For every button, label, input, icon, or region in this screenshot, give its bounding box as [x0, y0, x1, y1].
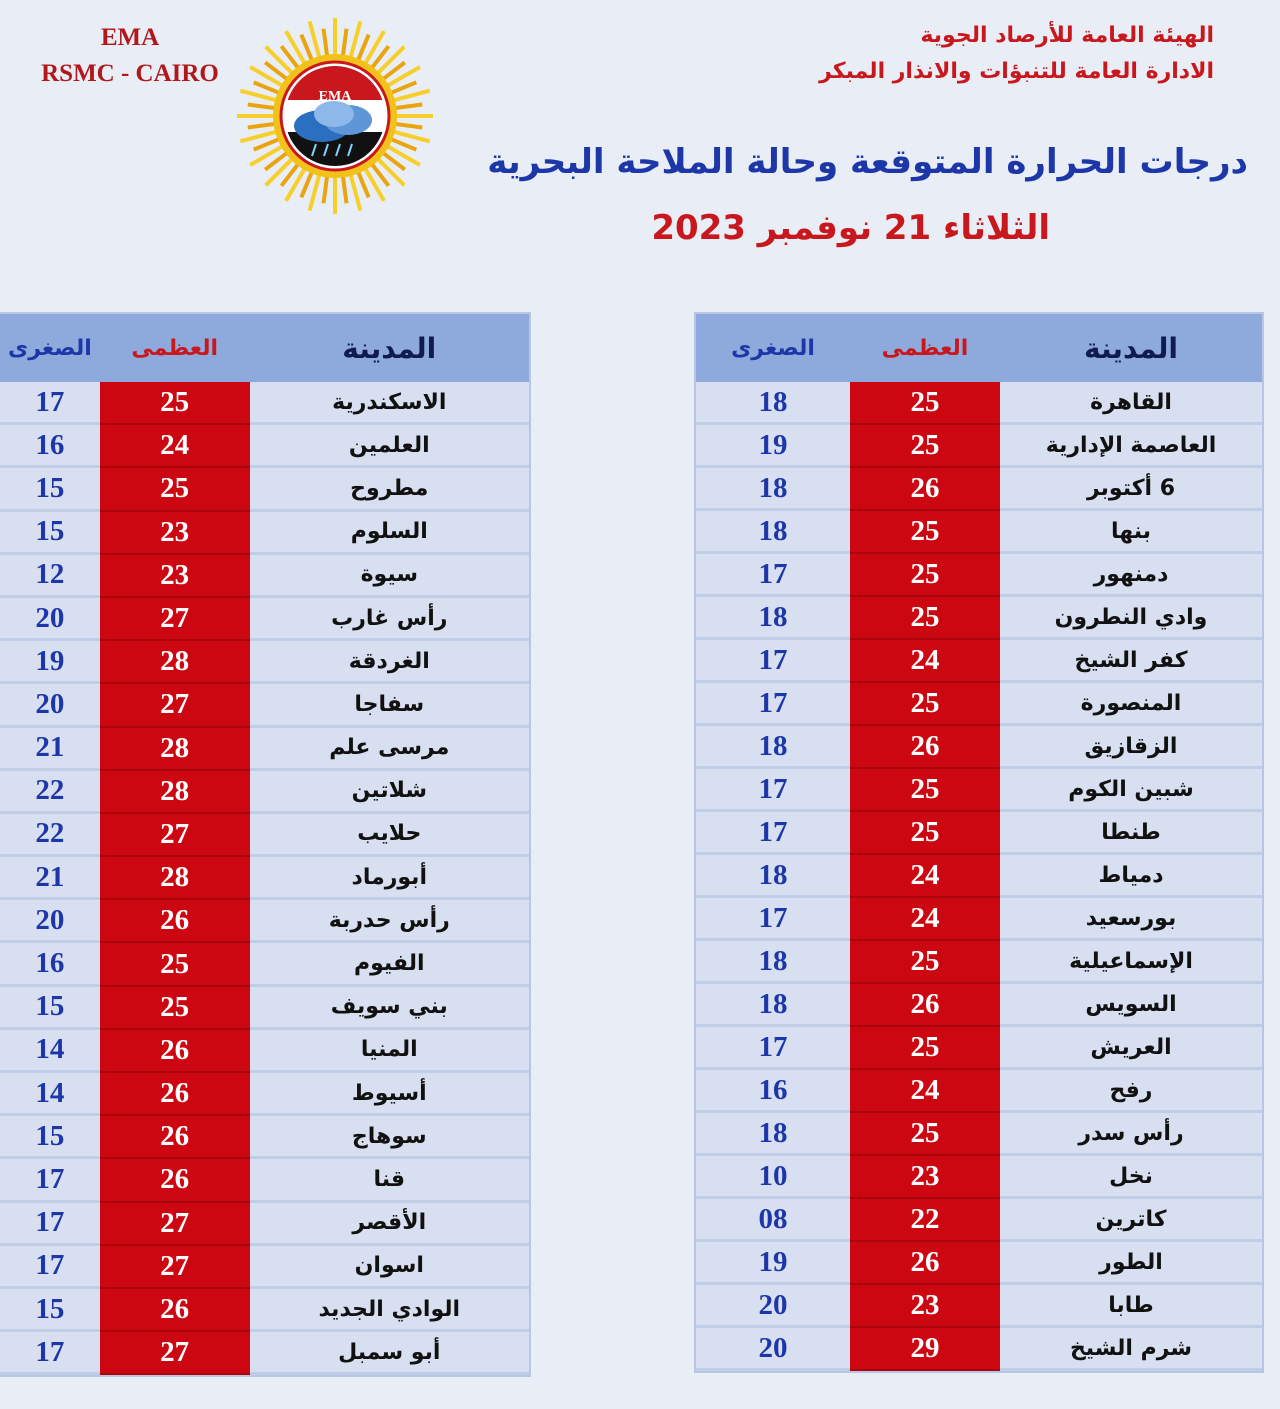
city-cell: العلمين [250, 425, 529, 468]
table-row [0, 857, 529, 900]
table-row [0, 684, 529, 727]
ema-logo-icon [230, 14, 440, 218]
city-cell: أبورماد [250, 857, 529, 900]
min-temp-cell: 19 [0, 641, 100, 684]
city-cell: القاهرة [1000, 382, 1262, 425]
table-row [696, 1113, 1262, 1156]
min-temp-cell: 17 [0, 1246, 100, 1289]
max-temp-cell: 25 [850, 554, 1000, 597]
max-temp-cell: 27 [100, 684, 250, 727]
table-row [0, 728, 529, 771]
table-row [0, 555, 529, 598]
table-row [696, 1285, 1262, 1328]
max-temp-cell: 24 [850, 1070, 1000, 1113]
city-cell: شلاتين [250, 771, 529, 814]
city-cell: الوادي الجديد [250, 1289, 529, 1332]
organization-heading [819, 18, 1214, 90]
max-temp-cell: 27 [100, 814, 250, 857]
city-cell: سوهاج [250, 1116, 529, 1159]
min-temp-cell: 15 [0, 468, 100, 511]
min-temp-cell: 08 [696, 1199, 850, 1242]
city-cell: رأس حدربة [250, 900, 529, 943]
city-cell: رأس غارب [250, 598, 529, 641]
max-temp-cell: 25 [100, 468, 250, 511]
min-temp-cell: 17 [0, 382, 100, 425]
max-temp-cell: 23 [100, 555, 250, 598]
min-temp-cell: 16 [0, 425, 100, 468]
min-temp-cell: 15 [0, 512, 100, 555]
min-temp-cell: 18 [696, 382, 850, 425]
city-cell: طابا [1000, 1285, 1262, 1328]
max-temp-cell: 28 [100, 771, 250, 814]
city-cell: قنا [250, 1159, 529, 1202]
max-temp-cell: 24 [850, 898, 1000, 941]
min-temp-cell: 18 [696, 726, 850, 769]
min-temp-cell: 17 [696, 898, 850, 941]
city-cell: الاسكندرية [250, 382, 529, 425]
max-temp-cell: 26 [100, 900, 250, 943]
table-row [0, 382, 529, 425]
city-cell: الطور [1000, 1242, 1262, 1285]
table-row [696, 726, 1262, 769]
max-temp-cell: 25 [100, 987, 250, 1030]
city-cell: دمياط [1000, 855, 1262, 898]
table-row [696, 941, 1262, 984]
min-column-header: الصغرى [8, 335, 92, 361]
city-cell: بورسعيد [1000, 898, 1262, 941]
min-temp-cell: 20 [696, 1328, 850, 1371]
table-row [696, 1070, 1262, 1113]
max-temp-cell: 25 [850, 425, 1000, 468]
org-name: الهيئة العامة للأرصاد الجوية [920, 23, 1214, 48]
org-department: الادارة العامة للتنبؤات والانذار المبكر [819, 59, 1214, 84]
table-row [0, 1030, 529, 1073]
min-temp-cell: 17 [696, 683, 850, 726]
city-cell: كفر الشيخ [1000, 640, 1262, 683]
max-column-header: العظمى [131, 335, 219, 361]
max-temp-cell: 28 [100, 728, 250, 771]
table-row [696, 769, 1262, 812]
min-temp-cell: 18 [696, 468, 850, 511]
city-cell: الفيوم [250, 943, 529, 986]
min-temp-cell: 17 [0, 1332, 100, 1375]
max-temp-cell: 28 [100, 857, 250, 900]
max-temp-cell: 25 [850, 597, 1000, 640]
city-cell: مطروح [250, 468, 529, 511]
max-temp-cell: 26 [100, 1289, 250, 1332]
table-row [0, 943, 529, 986]
max-temp-cell: 26 [100, 1030, 250, 1073]
table-row [696, 1242, 1262, 1285]
table-row [696, 511, 1262, 554]
min-temp-cell: 17 [0, 1203, 100, 1246]
min-temp-cell: 21 [0, 857, 100, 900]
max-temp-cell: 25 [850, 941, 1000, 984]
ema-label [30, 20, 230, 92]
city-cell: سفاجا [250, 684, 529, 727]
min-column-header: الصغرى [731, 335, 815, 361]
max-temp-cell: 26 [850, 468, 1000, 511]
city-cell: كاترين [1000, 1199, 1262, 1242]
min-temp-cell: 12 [0, 555, 100, 598]
max-temp-cell: 24 [850, 855, 1000, 898]
min-temp-cell: 18 [696, 855, 850, 898]
min-temp-cell: 18 [696, 511, 850, 554]
city-cell: نخل [1000, 1156, 1262, 1199]
max-temp-cell: 26 [100, 1159, 250, 1202]
city-cell: رأس سدر [1000, 1113, 1262, 1156]
min-temp-cell: 16 [696, 1070, 850, 1113]
city-cell: بني سويف [250, 987, 529, 1030]
max-temp-cell: 24 [850, 640, 1000, 683]
min-temp-cell: 16 [0, 943, 100, 986]
city-cell: مرسى علم [250, 728, 529, 771]
min-temp-cell: 20 [696, 1285, 850, 1328]
city-cell: المنصورة [1000, 683, 1262, 726]
max-column-header: العظمى [881, 335, 969, 361]
table-row [0, 425, 529, 468]
city-cell: سيوة [250, 555, 529, 598]
city-cell: العريش [1000, 1027, 1262, 1070]
max-temp-cell: 27 [100, 1332, 250, 1375]
min-temp-cell: 19 [696, 425, 850, 468]
forecast-date: الثلاثاء 21 نوفمبر 2023 [651, 208, 1050, 248]
min-temp-cell: 17 [696, 554, 850, 597]
table-header [696, 314, 1262, 382]
city-cell: رفح [1000, 1070, 1262, 1113]
table-row [696, 1027, 1262, 1070]
city-cell: شبين الكوم [1000, 769, 1262, 812]
table-row [0, 1073, 529, 1116]
max-temp-cell: 23 [850, 1285, 1000, 1328]
city-cell: السلوم [250, 512, 529, 555]
city-cell: اسوان [250, 1246, 529, 1289]
max-temp-cell: 23 [850, 1156, 1000, 1199]
table-row [0, 1289, 529, 1332]
min-temp-cell: 17 [696, 640, 850, 683]
table-row [696, 984, 1262, 1027]
max-temp-cell: 25 [850, 1113, 1000, 1156]
left-forecast-table [0, 312, 531, 1377]
max-temp-cell: 25 [100, 382, 250, 425]
max-temp-cell: 25 [100, 943, 250, 986]
table-row [696, 898, 1262, 941]
min-temp-cell: 20 [0, 598, 100, 641]
max-temp-cell: 27 [100, 598, 250, 641]
max-temp-cell: 26 [100, 1116, 250, 1159]
min-temp-cell: 20 [0, 900, 100, 943]
min-temp-cell: 18 [696, 1113, 850, 1156]
right-forecast-table [694, 312, 1264, 1373]
max-temp-cell: 25 [850, 382, 1000, 425]
city-cell: وادي النطرون [1000, 597, 1262, 640]
city-cell: أسيوط [250, 1073, 529, 1116]
city-cell: أبو سمبل [250, 1332, 529, 1375]
max-temp-cell: 29 [850, 1328, 1000, 1371]
min-temp-cell: 18 [696, 941, 850, 984]
max-temp-cell: 26 [850, 1242, 1000, 1285]
min-temp-cell: 15 [0, 987, 100, 1030]
city-cell: الغردقة [250, 641, 529, 684]
table-row [0, 512, 529, 555]
table-row [0, 987, 529, 1030]
table-row [0, 1203, 529, 1246]
rsmc-text: RSMC - CAIRO [41, 60, 219, 87]
city-cell: بنها [1000, 511, 1262, 554]
table-row [696, 1199, 1262, 1242]
table-row [0, 1246, 529, 1289]
min-temp-cell: 15 [0, 1116, 100, 1159]
min-temp-cell: 22 [0, 814, 100, 857]
max-temp-cell: 25 [850, 769, 1000, 812]
max-temp-cell: 27 [100, 1203, 250, 1246]
city-cell: شرم الشيخ [1000, 1328, 1262, 1371]
max-temp-cell: 26 [850, 984, 1000, 1027]
table-row [696, 554, 1262, 597]
min-temp-cell: 10 [696, 1156, 850, 1199]
city-cell: السويس [1000, 984, 1262, 1027]
min-temp-cell: 21 [0, 728, 100, 771]
table-row [0, 814, 529, 857]
city-cell: حلايب [250, 814, 529, 857]
city-cell: الإسماعيلية [1000, 941, 1262, 984]
city-column-header: المدينة [342, 331, 437, 365]
city-cell: دمنهور [1000, 554, 1262, 597]
max-temp-cell: 25 [850, 683, 1000, 726]
max-temp-cell: 28 [100, 641, 250, 684]
max-temp-cell: 23 [100, 512, 250, 555]
city-cell: 6 أكتوبر [1000, 468, 1262, 511]
max-temp-cell: 25 [850, 1027, 1000, 1070]
max-temp-cell: 25 [850, 812, 1000, 855]
table-row [0, 900, 529, 943]
min-temp-cell: 17 [696, 812, 850, 855]
max-temp-cell: 26 [850, 726, 1000, 769]
min-temp-cell: 20 [0, 684, 100, 727]
min-temp-cell: 17 [0, 1159, 100, 1202]
table-row [696, 812, 1262, 855]
min-temp-cell: 18 [696, 597, 850, 640]
table-row [696, 640, 1262, 683]
table-row [0, 598, 529, 641]
city-cell: المنيا [250, 1030, 529, 1073]
table-header [0, 314, 529, 382]
max-temp-cell: 24 [100, 425, 250, 468]
table-row [0, 1116, 529, 1159]
page-title: درجات الحرارة المتوقعة وحالة الملاحة البحرية [487, 142, 1248, 182]
table-row [696, 425, 1262, 468]
city-cell: الزقازيق [1000, 726, 1262, 769]
max-temp-cell: 22 [850, 1199, 1000, 1242]
table-row [0, 641, 529, 684]
table-row [0, 1332, 529, 1375]
min-temp-cell: 17 [696, 769, 850, 812]
min-temp-cell: 14 [0, 1073, 100, 1116]
min-temp-cell: 18 [696, 984, 850, 1027]
table-row [0, 1159, 529, 1202]
ema-text: EMA [100, 24, 160, 51]
min-temp-cell: 14 [0, 1030, 100, 1073]
logo-text: EMA [318, 89, 352, 104]
table-row [696, 597, 1262, 640]
max-temp-cell: 25 [850, 511, 1000, 554]
table-row [696, 382, 1262, 425]
table-row [0, 771, 529, 814]
max-temp-cell: 26 [100, 1073, 250, 1116]
min-temp-cell: 15 [0, 1289, 100, 1332]
city-cell: الأقصر [250, 1203, 529, 1246]
table-row [696, 1156, 1262, 1199]
table-row [0, 468, 529, 511]
table-row [696, 855, 1262, 898]
city-cell: العاصمة الإدارية [1000, 425, 1262, 468]
min-temp-cell: 19 [696, 1242, 850, 1285]
city-cell: طنطا [1000, 812, 1262, 855]
city-column-header: المدينة [1084, 331, 1178, 365]
table-row [696, 683, 1262, 726]
table-row [696, 468, 1262, 511]
min-temp-cell: 22 [0, 771, 100, 814]
max-temp-cell: 27 [100, 1246, 250, 1289]
min-temp-cell: 17 [696, 1027, 850, 1070]
table-row [696, 1328, 1262, 1371]
